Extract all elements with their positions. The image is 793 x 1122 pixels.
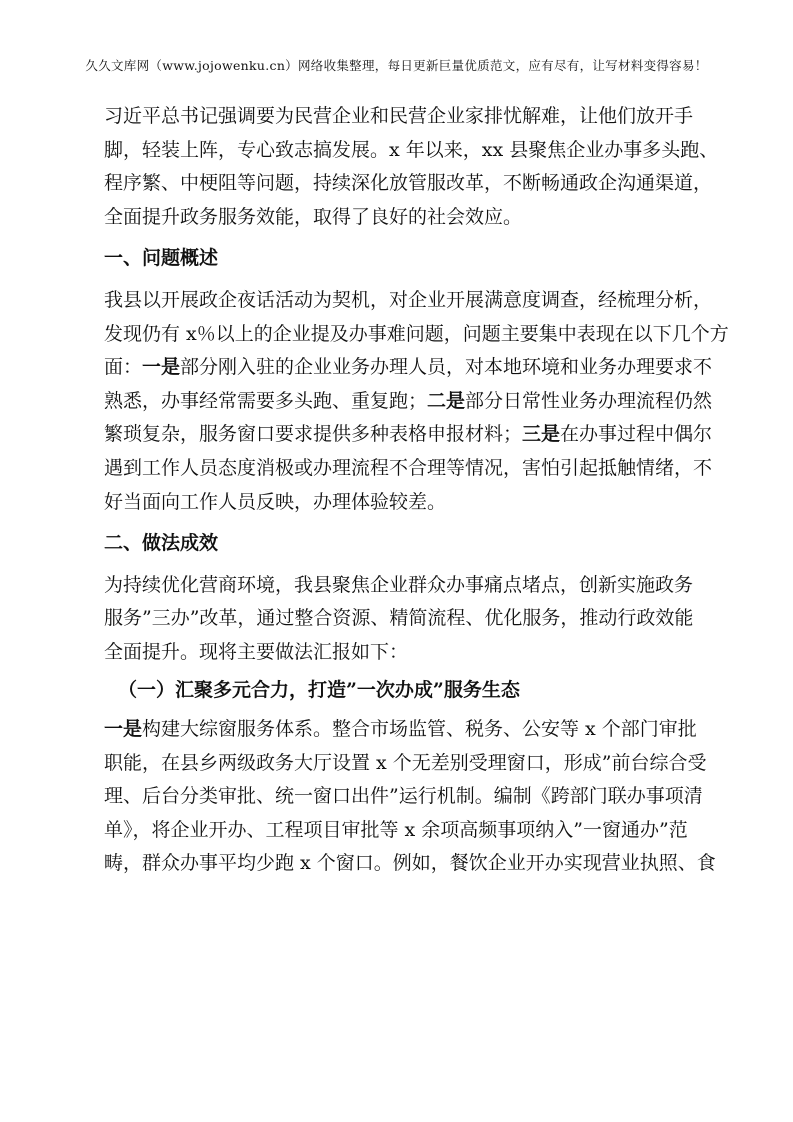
intro-line-3: 程序繁、中梗阻等问题，持续深化放管服改革，不断畅通政企沟通渠道， — [104, 172, 713, 195]
intro-paragraph — [104, 100, 719, 234]
service-line-3: 理、后台分类审批、统一窗口出件”运行机制。编制《跨部门联办事项清 — [104, 785, 703, 808]
practices-paragraph — [104, 569, 716, 670]
practices-line-2: 服务”三办”改革，通过整合资源、精简流程、优化服务，推动行政效能 — [104, 607, 694, 630]
bold-marker-first: 一是 — [142, 356, 181, 379]
problem-line-2: 发现仍有 x％以上的企业提及办事难问题，问题主要集中表现在以下几个方 — [104, 322, 729, 345]
service-line-4: 单》，将企业开办、工程项目审批等 x 余项高频事项纳入”一窗通办”范 — [104, 818, 688, 841]
problem-line-3-text: 部分刚入驻的企业业务办理人员，对本地环境和业务办理要求不 — [180, 356, 713, 379]
problem-line-3-prefix: 面： — [104, 356, 143, 379]
problem-line-6: 遇到工作人员态度消极或办理流程不合理等情况，害怕引起抵触情绪，不 — [104, 456, 713, 479]
problem-line-3 — [0, 351, 716, 385]
problem-line-5 — [0, 418, 716, 452]
document-body — [104, 100, 729, 881]
problem-line-5-text: 繁琐复杂，服务窗口要求提供多种表格申报材料； — [104, 423, 523, 446]
problem-overview-paragraph — [104, 284, 729, 519]
service-line-2: 职能，在县乡两级政务大厅设置 x 个无差别受理窗口，形成”前台综合受 — [104, 751, 707, 774]
section-heading-practices-results: 二、做法成效 — [104, 532, 219, 555]
one-stop-service-paragraph — [104, 713, 716, 881]
service-line-1-text: 构建大综窗服务体系。整合市场监管、税务、公安等 x 个部门审批 — [142, 718, 697, 741]
subsection-heading-one-stop-service: （一）汇聚多元合力，打造”一次办成”服务生态 — [118, 678, 520, 701]
problem-line-5-tail: 在办事过程中偶尔 — [560, 423, 713, 446]
bold-marker-third: 三是 — [522, 423, 561, 446]
bold-marker-second: 二是 — [427, 389, 466, 412]
problem-line-1: 我县以开展政企夜话活动为契机，对企业开展满意度调查，经梳理分析， — [104, 288, 713, 311]
intro-line-2: 脚，轻装上阵，专心致志搞发展。x 年以来，xx 县聚焦企业办事多头跑、 — [104, 138, 719, 161]
problem-line-4-text: 熟悉，办事经常需要多头跑、重复跑； — [104, 389, 428, 412]
intro-line-1: 习近平总书记强调要为民营企业和民营企业家排忧解难，让他们放开手 — [104, 105, 694, 127]
problem-line-4-tail: 部分日常性业务办理流程仍然 — [465, 389, 713, 412]
practices-line-1: 为持续优化营商环境，我县聚焦企业群众办事痛点堵点，创新实施政务 — [104, 573, 694, 596]
practices-line-3: 全面提升。现将主要做法汇报如下： — [104, 640, 409, 663]
service-line-5: 畴，群众办事平均少跑 x 个窗口。例如，餐饮企业开办实现营业执照、食 — [104, 852, 716, 875]
page-header-banner: 久久文库网（www.jojowenku.cn）网络收集整理，每日更新巨量优质范文，应有尽有，让写材料变得容易！ — [85, 58, 708, 73]
intro-line-4: 全面提升政务服务效能，取得了良好的社会效应。 — [104, 205, 523, 228]
section-heading-problem-overview: 一、问题概述 — [104, 247, 219, 270]
problem-line-7: 好当面向工作人员反映，办理体验较差。 — [104, 490, 447, 513]
service-line-1 — [104, 713, 716, 747]
bold-marker-lead: 一是 — [104, 718, 143, 741]
problem-line-4 — [0, 385, 716, 419]
